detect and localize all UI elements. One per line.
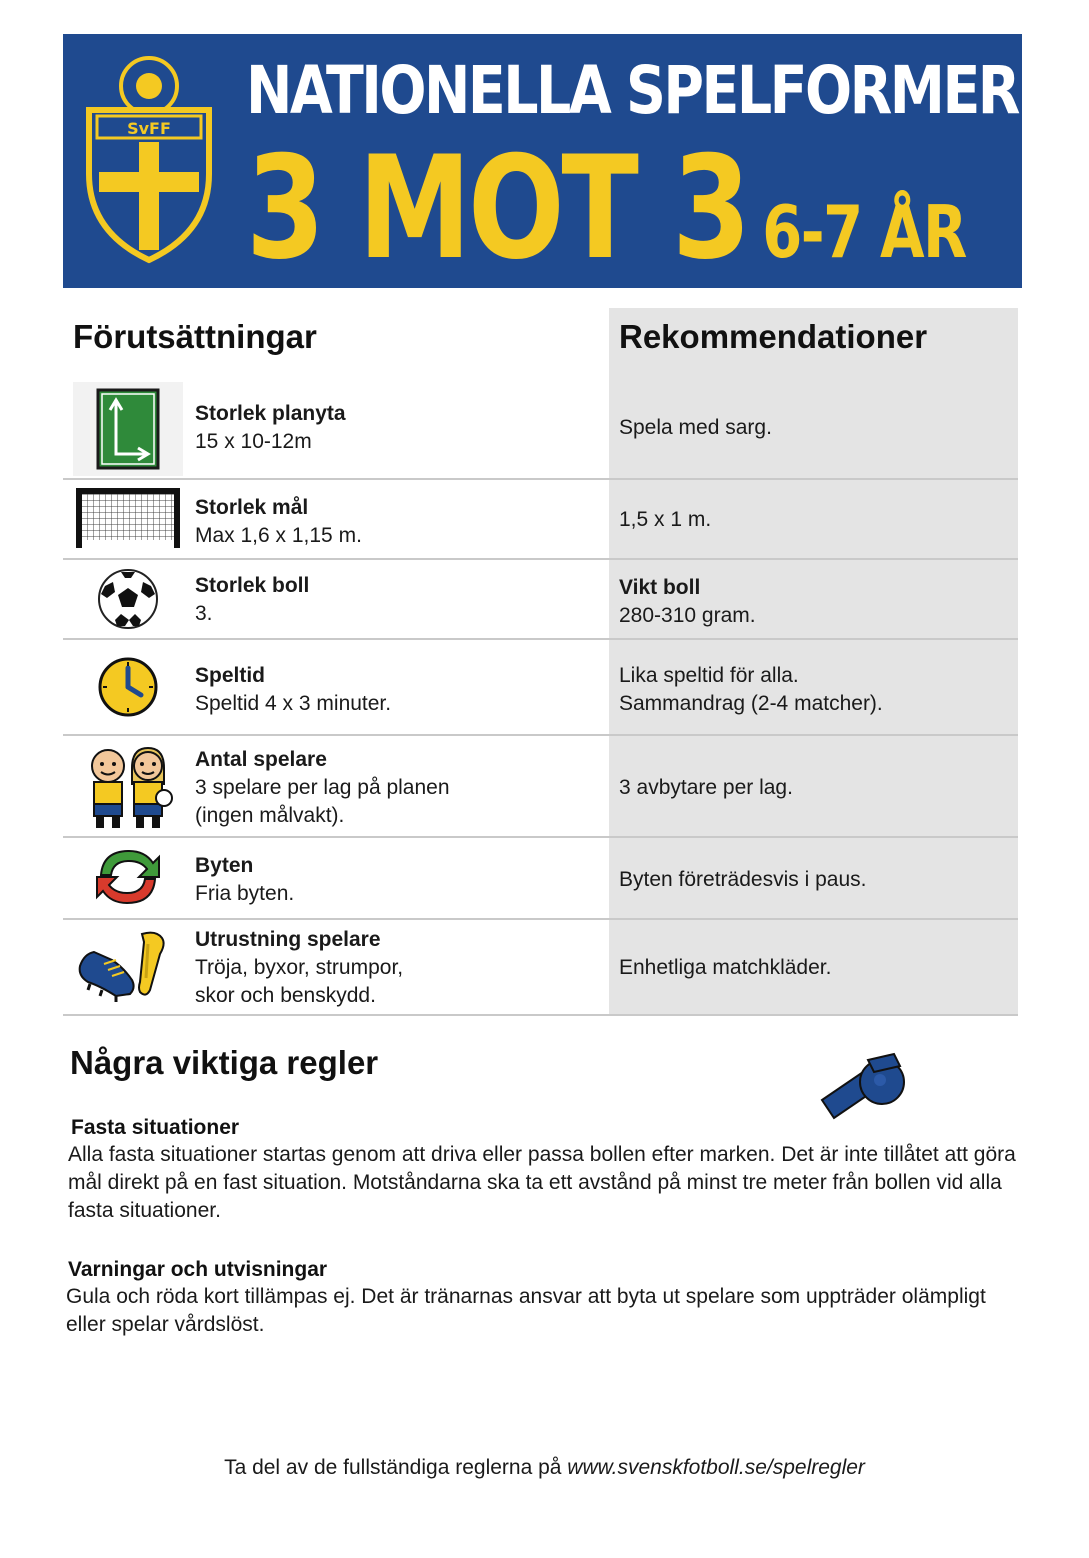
table-row — [63, 838, 1018, 920]
row-text: Speltid 4 x 3 minuter. — [195, 692, 392, 715]
rule-text-cards: Gula och röda kort tillämpas ej. Det är tränarnas ansvar att byta ut spelare som uppträder olämpligt eller spelar vårdslöst. — [66, 1285, 986, 1336]
rule-heading-set-pieces: Fasta situationer — [71, 1116, 240, 1139]
boot-shinguard-icon — [73, 928, 183, 1008]
age-group: 6-7 ÅR — [762, 190, 966, 274]
recommendation-substitutions — [619, 866, 866, 894]
row-title: Utrustning spelare — [195, 928, 381, 951]
row-title: Storlek boll — [195, 574, 310, 597]
recommendation-equipment — [619, 954, 831, 982]
prerequisite-playing-time — [195, 662, 391, 718]
table-row — [63, 380, 1018, 480]
prerequisite-number-of-players — [195, 746, 450, 830]
footer-prefix: Ta del av de fullständiga reglerna på — [224, 1456, 568, 1479]
table-row — [63, 736, 1018, 838]
row-title: Byten — [195, 854, 254, 877]
footer-note — [0, 1456, 1089, 1480]
clock-icon — [73, 654, 183, 720]
row-rec-title: Vikt boll — [619, 576, 701, 599]
banner-title: NATIONELLA SPELFORMER — [246, 52, 1018, 129]
row-text: Max 1,6 x 1,15 m. — [195, 524, 362, 547]
row-title: Storlek planyta — [195, 402, 346, 425]
row-rec: Lika speltid för alla. — [619, 664, 799, 687]
row-rec: Enhetliga matchkläder. — [619, 956, 832, 979]
row-text: Fria byten. — [195, 882, 295, 905]
field-icon — [73, 382, 183, 476]
recommendation-players — [619, 774, 793, 802]
recommendations-heading: Rekommendationer — [619, 318, 928, 355]
row-text: skor och benskydd. — [195, 984, 376, 1007]
header-banner — [63, 34, 1022, 291]
row-title: Storlek mål — [195, 496, 309, 519]
table-row — [63, 640, 1018, 736]
rules-heading: Några viktiga regler — [70, 1044, 379, 1081]
row-rec: Sammandrag (2-4 matcher). — [619, 692, 883, 715]
row-title: Speltid — [195, 664, 266, 687]
prerequisites-heading: Förutsättningar — [73, 318, 317, 355]
row-text: 15 x 10-12m — [195, 430, 312, 453]
table-row — [63, 480, 1018, 560]
prerequisite-ball-size — [195, 572, 309, 628]
players-icon — [73, 744, 183, 830]
row-text: 3. — [195, 602, 213, 625]
prerequisite-goal-size — [195, 494, 362, 550]
whistle-icon — [818, 1050, 910, 1124]
goal-icon — [73, 488, 183, 550]
row-text: Tröja, byxor, strumpor, — [195, 956, 404, 979]
row-rec: Byten företrädesvis i paus. — [619, 868, 867, 891]
recommendation-goal — [619, 506, 711, 534]
row-text: (ingen målvakt). — [195, 804, 345, 827]
ball-icon — [73, 566, 183, 632]
footer-link[interactable]: www.svenskfotboll.se/spelregler — [567, 1456, 865, 1479]
recommendation-field — [619, 414, 772, 442]
crest-text: SvFF — [127, 119, 171, 138]
recommendation-playing-time — [619, 662, 883, 718]
row-rec: 1,5 x 1 m. — [619, 508, 712, 531]
row-rec: 280-310 gram. — [619, 604, 756, 627]
row-rec: 3 avbytare per lag. — [619, 776, 793, 799]
row-text: 3 spelare per lag på planen — [195, 776, 450, 799]
prerequisite-equipment — [195, 926, 403, 1010]
row-title: Antal spelare — [195, 748, 327, 771]
substitution-icon — [73, 844, 183, 910]
prerequisite-substitutions — [195, 852, 294, 908]
row-rec: Spela med sarg. — [619, 416, 772, 439]
table-row — [63, 920, 1018, 1016]
table-row — [63, 560, 1018, 640]
rule-text-set-pieces: Alla fasta situationer startas genom att driva eller passa bollen efter marken. Det är inte tillåtet att göra mål direkt på en fast situation. Motståndarna ska ta ett avstånd på minst tre meter från bollen vid alla fasta situationer. — [68, 1143, 1016, 1222]
recommendation-ball — [619, 574, 756, 630]
banner-subtitle — [246, 126, 966, 291]
svff-crest-logo — [83, 54, 215, 268]
game-format: 3 MOT 3 — [246, 126, 748, 291]
rule-heading-cards: Varningar och utvisningar — [68, 1258, 328, 1281]
prerequisite-field-size — [195, 400, 346, 456]
